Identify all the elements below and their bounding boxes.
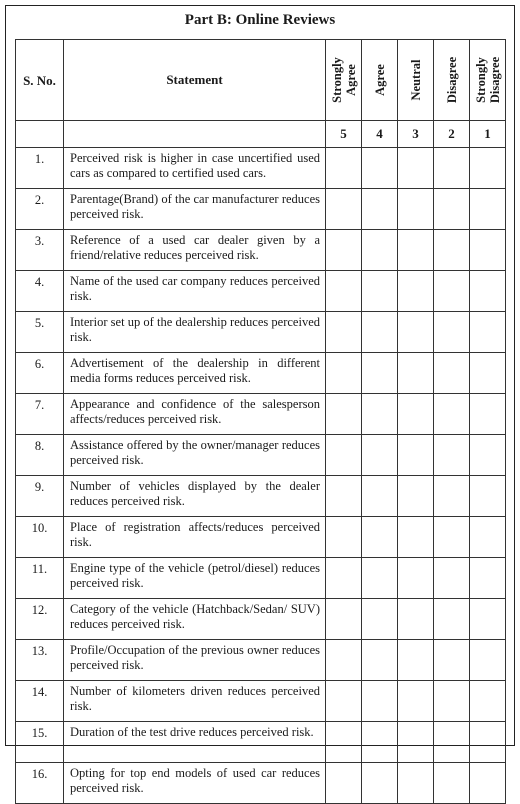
statement-text: Category of the vehicle (Hatchback/Sedan/ SUV) reduces perceived risk.: [64, 599, 326, 640]
response-cell[interactable]: [326, 271, 362, 312]
response-cell[interactable]: [326, 558, 362, 599]
response-cell[interactable]: [434, 640, 470, 681]
statement-text: Interior set up of the dealership reduces perceived risk.: [64, 312, 326, 353]
table-row: [16, 517, 506, 558]
scale-value: 2: [434, 121, 470, 148]
table-row: [16, 312, 506, 353]
response-cell[interactable]: [362, 230, 398, 271]
response-cell[interactable]: [470, 763, 506, 804]
row-number: 11.: [16, 558, 64, 599]
response-cell[interactable]: [326, 353, 362, 394]
response-cell[interactable]: [362, 763, 398, 804]
table-row: [16, 353, 506, 394]
table-row: [16, 640, 506, 681]
scale-value: 4: [362, 121, 398, 148]
response-cell[interactable]: [398, 681, 434, 722]
row-number: 12.: [16, 599, 64, 640]
row-number: 15.: [16, 722, 64, 763]
response-cell[interactable]: [470, 230, 506, 271]
table-row: [16, 394, 506, 435]
response-cell[interactable]: [434, 189, 470, 230]
table-row: [16, 271, 506, 312]
response-cell[interactable]: [326, 312, 362, 353]
response-cell[interactable]: [398, 558, 434, 599]
response-cell[interactable]: [434, 230, 470, 271]
response-cell[interactable]: [398, 353, 434, 394]
option-label: Agree: [372, 64, 387, 96]
table-row: [16, 558, 506, 599]
table-row: [16, 763, 506, 804]
statement-text: Engine type of the vehicle (petrol/diesel) reduces perceived risk.: [64, 558, 326, 599]
table-row: [16, 148, 506, 189]
response-cell[interactable]: [362, 435, 398, 476]
response-cell[interactable]: [398, 271, 434, 312]
table-row: [16, 435, 506, 476]
response-cell[interactable]: [470, 681, 506, 722]
option-label: Neutral: [408, 59, 423, 101]
scale-value: 5: [326, 121, 362, 148]
section-title: Part B: Online Reviews: [184, 12, 336, 28]
option-label: Disagree: [444, 56, 459, 104]
row-number: 7.: [16, 394, 64, 435]
response-cell[interactable]: [434, 394, 470, 435]
response-cell[interactable]: [470, 312, 506, 353]
response-cell[interactable]: [470, 517, 506, 558]
response-cell[interactable]: [362, 722, 398, 763]
response-cell[interactable]: [326, 394, 362, 435]
response-cell[interactable]: [470, 148, 506, 189]
response-cell[interactable]: [398, 394, 434, 435]
response-cell[interactable]: [362, 312, 398, 353]
response-cell[interactable]: [326, 640, 362, 681]
table-row: [16, 189, 506, 230]
response-cell[interactable]: [398, 189, 434, 230]
sno-header: S. No.: [16, 40, 64, 121]
option-header-strongly-disagree: [470, 40, 506, 121]
table-row: [16, 230, 506, 271]
response-cell[interactable]: [470, 435, 506, 476]
row-number: 2.: [16, 189, 64, 230]
statement-text: Appearance and confidence of the salesperson affects/reduces perceived risk.: [64, 394, 326, 435]
row-number: 4.: [16, 271, 64, 312]
response-cell[interactable]: [362, 394, 398, 435]
response-cell[interactable]: [398, 599, 434, 640]
response-cell[interactable]: [326, 189, 362, 230]
option-header-strongly-agree: [326, 40, 362, 121]
statement-text: Advertisement of the dealership in different media forms reduces perceived risk.: [64, 353, 326, 394]
table-row: [16, 599, 506, 640]
response-cell[interactable]: [434, 681, 470, 722]
statement-header: Statement: [64, 40, 326, 121]
row-number: 1.: [16, 148, 64, 189]
response-cell[interactable]: [470, 640, 506, 681]
response-cell[interactable]: [398, 517, 434, 558]
scale-row: [16, 121, 506, 148]
response-cell[interactable]: [326, 681, 362, 722]
response-cell[interactable]: [362, 353, 398, 394]
response-cell[interactable]: [434, 599, 470, 640]
row-number: 16.: [16, 763, 64, 804]
statement-text: Profile/Occupation of the previous owner reduces perceived risk.: [64, 640, 326, 681]
statement-text: Perceived risk is higher in case uncertified used cars as compared to certified used cars.: [64, 148, 326, 189]
response-cell[interactable]: [362, 189, 398, 230]
response-cell[interactable]: [398, 722, 434, 763]
response-cell[interactable]: [434, 517, 470, 558]
header-row: [16, 40, 506, 121]
response-cell[interactable]: [362, 148, 398, 189]
response-cell[interactable]: [362, 476, 398, 517]
option-header-disagree: [434, 40, 470, 121]
response-cell[interactable]: [326, 517, 362, 558]
response-cell[interactable]: [434, 271, 470, 312]
response-cell[interactable]: [470, 599, 506, 640]
table-row: [16, 681, 506, 722]
row-number: 5.: [16, 312, 64, 353]
scale-value: 1: [470, 121, 506, 148]
response-cell[interactable]: [398, 476, 434, 517]
response-cell[interactable]: [362, 640, 398, 681]
response-cell[interactable]: [470, 353, 506, 394]
table-row: [16, 476, 506, 517]
response-cell[interactable]: [326, 230, 362, 271]
response-cell[interactable]: [326, 763, 362, 804]
response-cell[interactable]: [434, 312, 470, 353]
response-cell[interactable]: [326, 435, 362, 476]
response-cell[interactable]: [470, 271, 506, 312]
row-number: 6.: [16, 353, 64, 394]
option-label: Strongly Agree: [329, 57, 358, 103]
row-number: 3.: [16, 230, 64, 271]
statement-text: Opting for top end models of used car reduces perceived risk.: [64, 763, 326, 804]
response-cell[interactable]: [434, 353, 470, 394]
response-cell[interactable]: [326, 722, 362, 763]
response-cell[interactable]: [470, 394, 506, 435]
scale-blank: [16, 121, 64, 148]
response-cell[interactable]: [434, 476, 470, 517]
response-cell[interactable]: [326, 148, 362, 189]
response-cell[interactable]: [398, 640, 434, 681]
statement-text: Name of the used car company reduces perceived risk.: [64, 271, 326, 312]
option-header-agree: [362, 40, 398, 121]
statement-text: Number of kilometers driven reduces perceived risk.: [64, 681, 326, 722]
response-cell[interactable]: [434, 558, 470, 599]
response-cell[interactable]: [326, 599, 362, 640]
row-number: 10.: [16, 517, 64, 558]
response-cell[interactable]: [470, 476, 506, 517]
response-cell[interactable]: [434, 763, 470, 804]
statement-text: Assistance offered by the owner/manager reduces perceived risk.: [64, 435, 326, 476]
row-number: 14.: [16, 681, 64, 722]
response-cell[interactable]: [470, 722, 506, 763]
statement-text: Number of vehicles displayed by the dealer reduces perceived risk.: [64, 476, 326, 517]
option-label: Strongly Disagree: [473, 56, 502, 104]
statement-text: Parentage(Brand) of the car manufacturer reduces perceived risk.: [64, 189, 326, 230]
response-cell[interactable]: [434, 148, 470, 189]
statement-text: Place of registration affects/reduces perceived risk.: [64, 517, 326, 558]
questionnaire-frame: [5, 5, 515, 795]
response-cell[interactable]: [362, 599, 398, 640]
response-cell[interactable]: [362, 681, 398, 722]
response-cell[interactable]: [434, 722, 470, 763]
row-number: 13.: [16, 640, 64, 681]
statement-text: Reference of a used car dealer given by a friend/relative reduces perceived risk.: [64, 230, 326, 271]
row-number: 9.: [16, 476, 64, 517]
response-cell[interactable]: [434, 435, 470, 476]
response-cell[interactable]: [326, 476, 362, 517]
response-cell[interactable]: [398, 435, 434, 476]
scale-blank: [64, 121, 326, 148]
response-cell[interactable]: [398, 148, 434, 189]
statement-text: Duration of the test drive reduces perceived risk.: [64, 722, 326, 763]
response-cell[interactable]: [398, 312, 434, 353]
option-header-neutral: [398, 40, 434, 121]
response-cell[interactable]: [362, 517, 398, 558]
scale-value: 3: [398, 121, 434, 148]
response-cell[interactable]: [362, 271, 398, 312]
response-cell[interactable]: [398, 763, 434, 804]
response-cell[interactable]: [470, 189, 506, 230]
response-cell[interactable]: [470, 558, 506, 599]
response-cell[interactable]: [362, 558, 398, 599]
table-row: [16, 722, 506, 763]
row-number: 8.: [16, 435, 64, 476]
survey-table: [15, 39, 506, 804]
response-cell[interactable]: [398, 230, 434, 271]
